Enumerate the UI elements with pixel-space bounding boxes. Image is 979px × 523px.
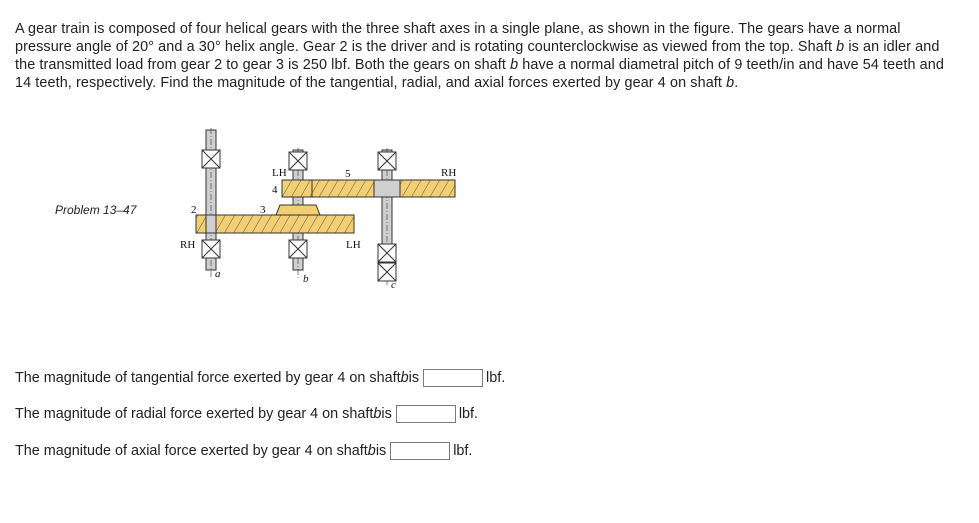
question-tangential-text: The magnitude of tangential force exerted by gear 4 on shaft <box>15 370 401 386</box>
label-gear-4: 4 <box>272 184 278 196</box>
question-tangential-suffix: is <box>408 370 420 386</box>
label-rh-bottom: RH <box>180 239 196 251</box>
label-shaft-b: b <box>303 273 309 285</box>
axial-force-input[interactable] <box>390 442 450 460</box>
problem-text-3: have a normal diametral pitch of 9 teeth/in and have 54 teeth and 14 teeth, respectively. Find the magnitude of the tangential, radial, and axial forces exerted by gear 4 on shaft <box>15 57 944 91</box>
problem-var-2: b <box>510 57 519 73</box>
question-radial <box>15 405 478 423</box>
axial-unit: lbf. <box>453 443 473 459</box>
question-radial-var: b <box>373 406 382 422</box>
label-gear-5: 5 <box>345 168 351 180</box>
radial-force-input[interactable] <box>396 405 456 423</box>
question-axial-var: b <box>367 443 376 459</box>
problem-var-1: b <box>836 39 845 55</box>
problem-statement <box>15 20 960 92</box>
upper-gear-row <box>282 180 455 197</box>
tangential-force-input[interactable] <box>423 369 483 387</box>
question-axial-text: The magnitude of axial force exerted by gear 4 on shaft <box>15 443 368 459</box>
label-rh-top: RH <box>441 167 457 179</box>
radial-unit: lbf. <box>458 406 479 422</box>
label-gear-2: 2 <box>191 204 197 216</box>
question-radial-text: The magnitude of radial force exerted by gear 4 on shaft <box>15 406 374 422</box>
figure-caption: Problem 13–47 <box>55 203 137 217</box>
lower-gear-row <box>196 205 354 233</box>
tangential-unit: lbf. <box>486 370 506 386</box>
label-lh-bottom: LH <box>346 239 361 251</box>
problem-var-3: b <box>726 75 735 91</box>
problem-text-1: A gear train is composed of four helical gears with the three shaft axes in a single plane, as shown in the figure. The gears have a normal pressure angle of 20° and a 30° helix angle. Gear 2 is the driver and is rotating counterclockwise as viewed from the top. Shaft <box>15 21 901 55</box>
problem-text-4: . <box>734 75 739 91</box>
question-tangential-var: b <box>400 370 409 386</box>
question-axial <box>15 442 472 460</box>
label-lh-top: LH <box>272 167 287 179</box>
question-axial-suffix: is <box>375 443 387 459</box>
label-shaft-a: a <box>215 268 221 280</box>
label-shaft-c: c <box>391 279 396 291</box>
gear-train-figure <box>160 120 480 300</box>
question-radial-suffix: is <box>381 406 392 422</box>
problem-text-2: is an idler and the transmitted load from gear 2 to gear 3 is 250 lbf. Both the gears on shaft <box>15 39 940 73</box>
question-tangential <box>15 369 505 387</box>
label-gear-3: 3 <box>260 204 266 216</box>
